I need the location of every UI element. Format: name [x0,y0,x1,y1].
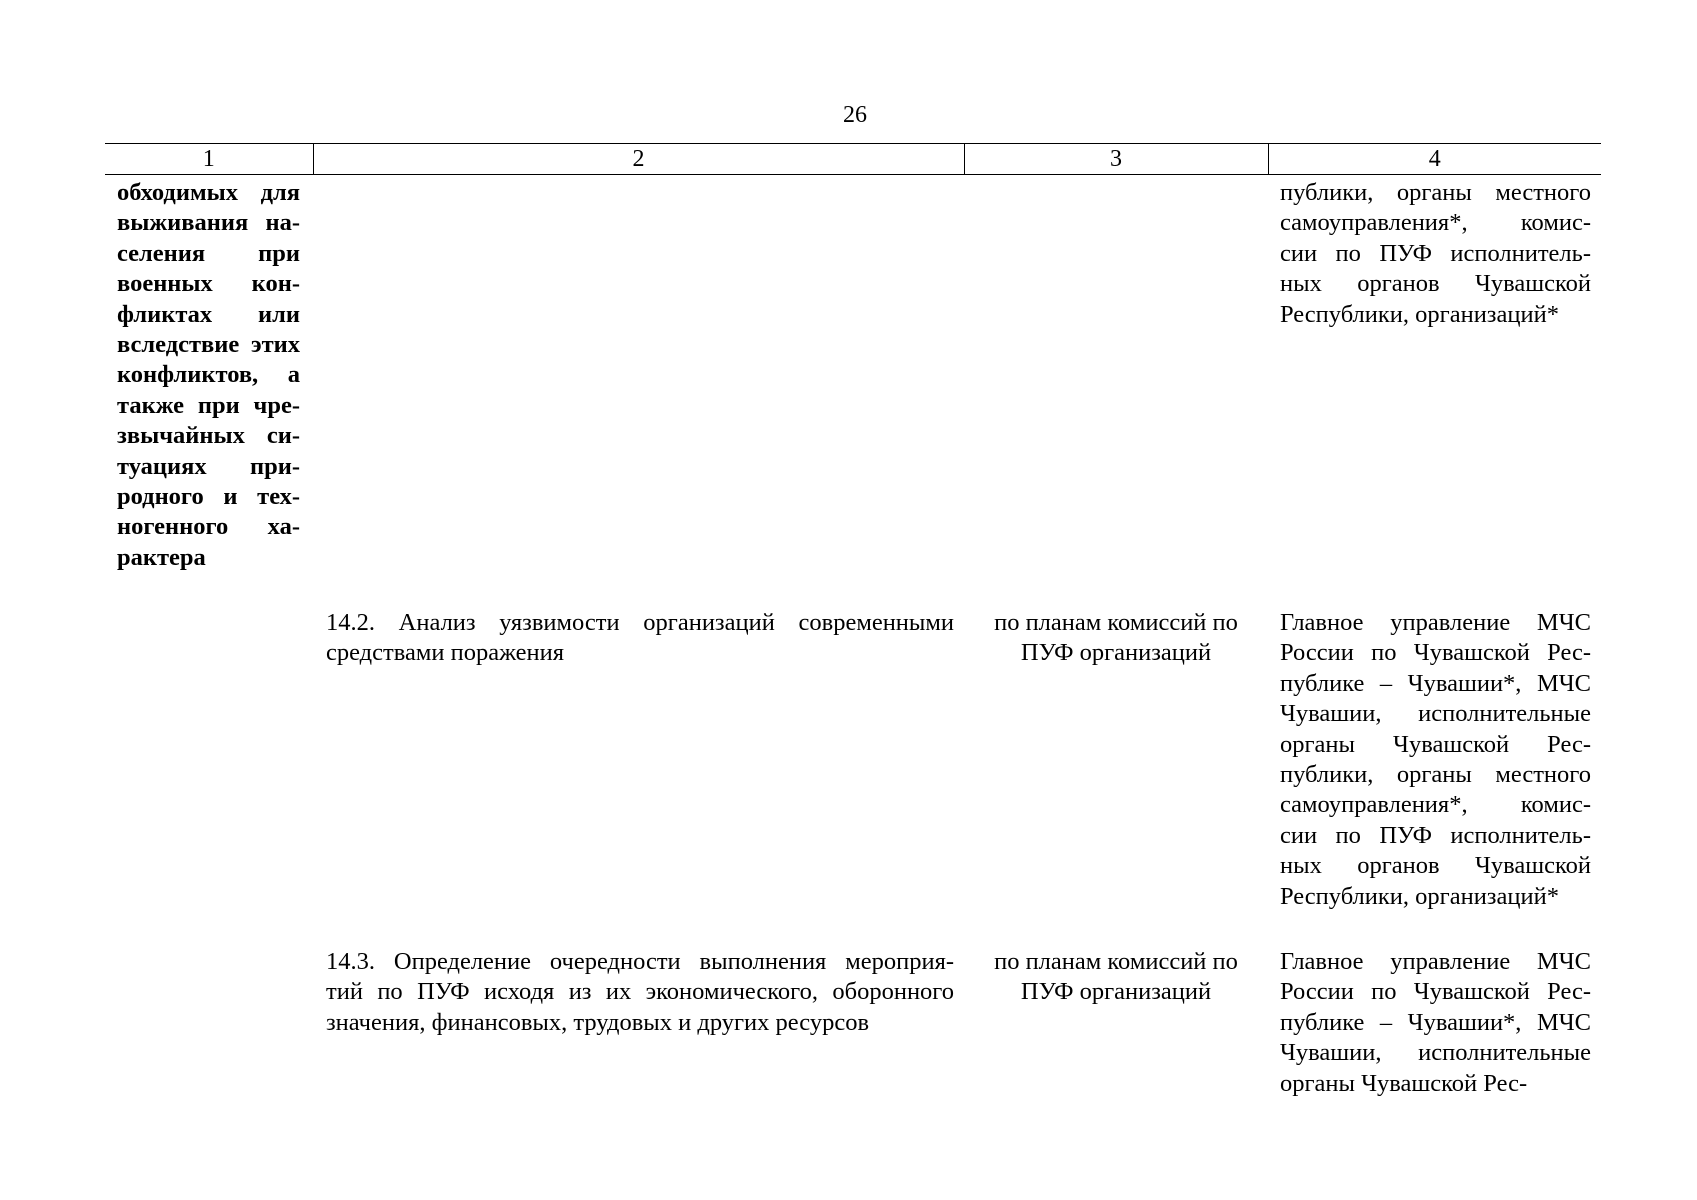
text-line: значения, финансовых, трудовых и других ресурсов [326,1008,870,1036]
text-line: конфликтов, а [117,361,300,389]
text-line: фликтах или [117,300,300,328]
text-line: селения при [117,239,300,267]
text-line: публике – Чувашии*, МЧС [1280,669,1591,697]
column-header-2: 2 [313,144,964,175]
text-line: сии по ПУФ исполнитель- [1280,821,1591,849]
cell-measure-title [105,912,313,1099]
text-line: Республики, организаций* [1280,300,1559,328]
cell-measure-text [313,175,964,574]
table-body [105,175,1601,1099]
cell-measure-text [313,912,964,1099]
text-line: Главное управление МЧС [1280,609,1591,637]
text-line: сии по ПУФ исполнитель- [1280,239,1591,267]
text-line: самоуправления*, комис- [1280,209,1591,237]
text-line: также при чре- [117,391,300,419]
text-line: звычайных си- [117,422,300,450]
cell-deadline [964,573,1268,912]
text-line: России по Чувашской Рес- [1280,639,1591,667]
text-line: туациях при- [117,452,300,480]
text-line: публики, органы местного [1280,761,1591,789]
text-line: по планам комиссий по [994,947,1238,975]
table-header-row [105,144,1601,175]
text-line: самоуправления*, комис- [1280,791,1591,819]
text-line: ПУФ организаций [1020,639,1212,667]
cell-responsible [1268,912,1601,1099]
text-line: публики, органы местного [1280,179,1591,206]
column-header-3: 3 [964,144,1268,175]
text-line: ногенного ха- [117,513,300,541]
text-line: публике – Чувашии*, МЧС [1280,1008,1591,1036]
cell-responsible [1268,573,1601,912]
cell-measure-text [313,573,964,912]
column-header-1: 1 [105,144,313,175]
table-row [105,175,1601,574]
table-row [105,573,1601,912]
text-line: ных органов Чувашской [1280,852,1591,880]
text-line: военных кон- [117,270,300,298]
text-line: Чувашии, исполнительные [1280,700,1591,728]
text-line: Главное управление МЧС [1280,947,1591,975]
text-line: органы Чувашской Рес- [1280,1069,1528,1097]
cell-responsible [1268,175,1601,574]
page-number: 26 [843,102,867,128]
text-line: вследствие этих [117,330,300,358]
cell-deadline [964,175,1268,574]
text-line: средствами поражения [326,639,565,667]
measures-table [105,143,1601,1099]
text-line: ных органов Чувашской [1280,270,1591,298]
column-header-4: 4 [1268,144,1601,175]
text-line: по планам комиссий по [994,609,1238,637]
text-line: обходимых для [117,179,300,206]
cell-measure-title [105,573,313,912]
text-line: 14.2. Анализ уязвимости организаций современными [326,609,954,637]
cell-measure-title [105,175,313,574]
text-line: органы Чувашской Рес- [1280,730,1591,758]
table-row [105,912,1601,1099]
text-line: Чувашии, исполнительные [1280,1039,1591,1067]
cell-deadline [964,912,1268,1099]
text-line: 14.3. Определение очередности выполнения мероприя- [326,947,954,975]
text-line: тий по ПУФ исходя из их экономического, оборонного [326,978,954,1006]
text-line: рактера [117,543,206,571]
text-line: выживания на- [117,209,300,237]
text-line: Республики, организаций* [1280,882,1559,910]
text-line: родного и тех- [117,482,300,510]
text-line: России по Чувашской Рес- [1280,978,1591,1006]
text-line: ПУФ организаций [1020,978,1212,1006]
